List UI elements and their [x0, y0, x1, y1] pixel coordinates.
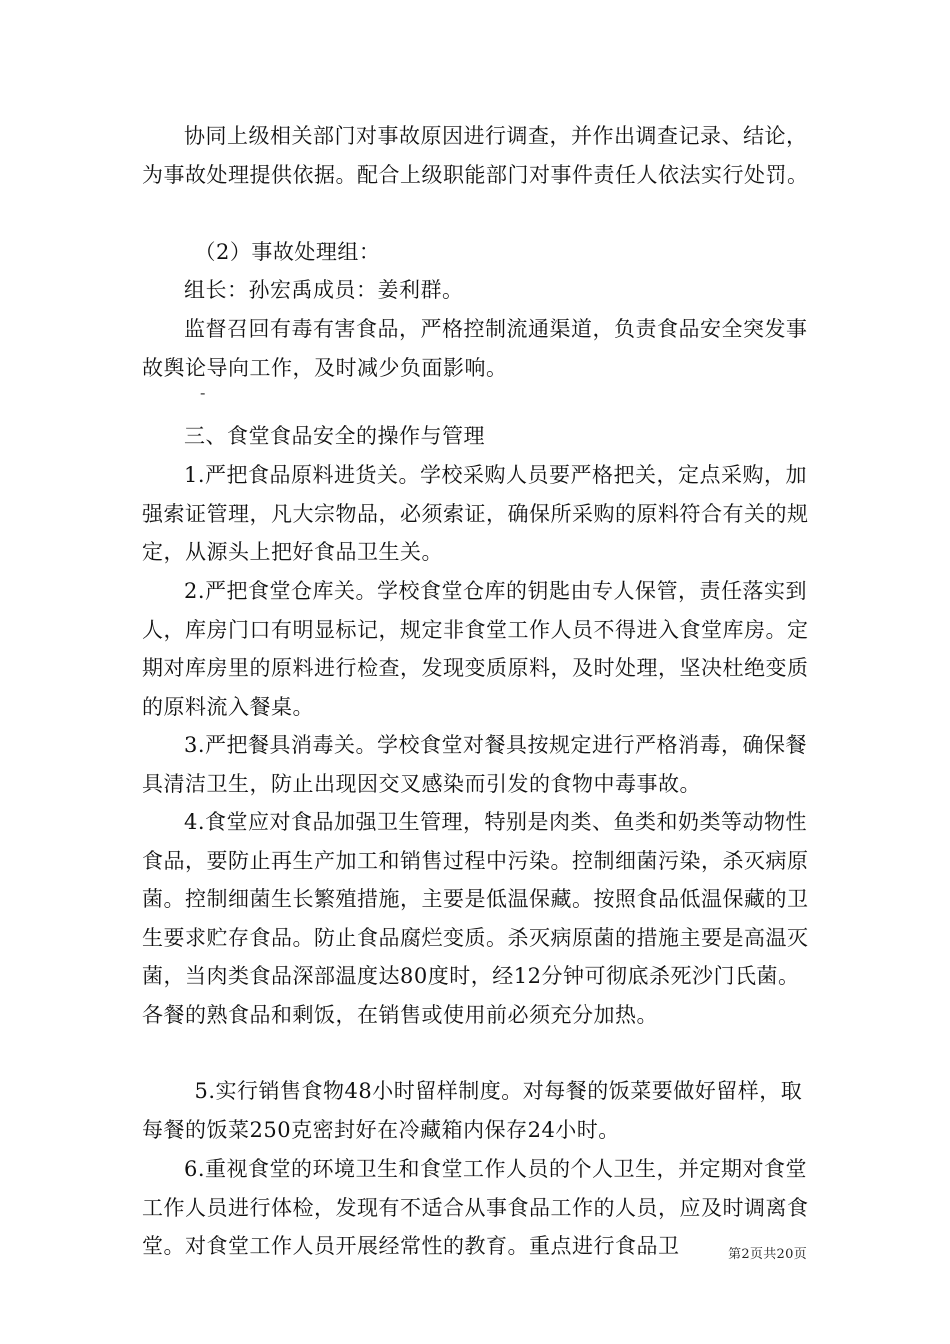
paragraph-accident-handling-group: （2）事故处理组：	[194, 240, 381, 264]
paragraph-item-6: 6.重视食堂的环境卫生和食堂工作人员的个人卫生，并定期对食堂工作人员进行体检，发现有不适合从事食品工作的人员，应及时调离食堂。对食堂工作人员开展经常性的教育。重点进行食品卫	[142, 1157, 809, 1258]
paragraph-group-members: 组长：孙宏禹成员：姜利群。	[184, 278, 464, 302]
paragraph-item-1: 1.严把食品原料进货关。学校采购人员要严格把关，定点采购，加强索证管理，凡大宗物品，必须索证，确保所采购的原料符合有关的规定，从源头上把好食品卫生关。	[142, 463, 809, 564]
paragraph-item-2: 2.严把食堂仓库关。学校食堂仓库的钥匙由专人保管，责任落实到人，库房门口有明显标记，规定非食堂工作人员不得进入食堂库房。定期对库房里的原料进行检查，发现变质原料，及时处理，坚决杜绝变质的原料流入餐桌。	[142, 579, 809, 719]
section-heading-canteen-safety: 三、食堂食品安全的操作与管理	[184, 424, 485, 448]
separator-dash: -	[200, 383, 206, 402]
paragraph-investigation: 协同上级相关部门对事故原因进行调查，并作出调查记录、结论，为事故处理提供依据。配合上级职能部门对事件责任人依法实行处罚。	[142, 124, 809, 187]
paragraph-item-4: 4.食堂应对食品加强卫生管理，特别是肉类、鱼类和奶类等动物性食品，要防止再生产加工和销售过程中污染。控制细菌污染，杀灭病原菌。控制细菌生长繁殖措施，主要是低温保藏。按照食品低温保藏的卫生要求贮存食品。防止食品腐烂变质。杀灭病原菌的措施主要是高温灭菌，当肉类食品深部温度达80度时，经12分钟可彻底杀死沙门氏菌。各餐的熟食品和剩饭，在销售或使用前必须充分加热。	[142, 810, 809, 1027]
paragraph-supervise-recall: 监督召回有毒有害食品，严格控制流通渠道，负责食品安全突发事故舆论导向工作，及时减少负面影响。	[142, 317, 808, 380]
page-number-footer: 第2页共20页	[728, 1247, 807, 1262]
paragraph-item-3: 3.严把餐具消毒关。学校食堂对餐具按规定进行严格消毒，确保餐具清洁卫生，防止出现因交叉感染而引发的食物中毒事故。	[142, 733, 808, 796]
paragraph-item-5: 5.实行销售食物48小时留样制度。对每餐的饭菜要做好留样，取每餐的饭菜250克密封好在冷藏箱内保存24小时。	[142, 1079, 803, 1142]
